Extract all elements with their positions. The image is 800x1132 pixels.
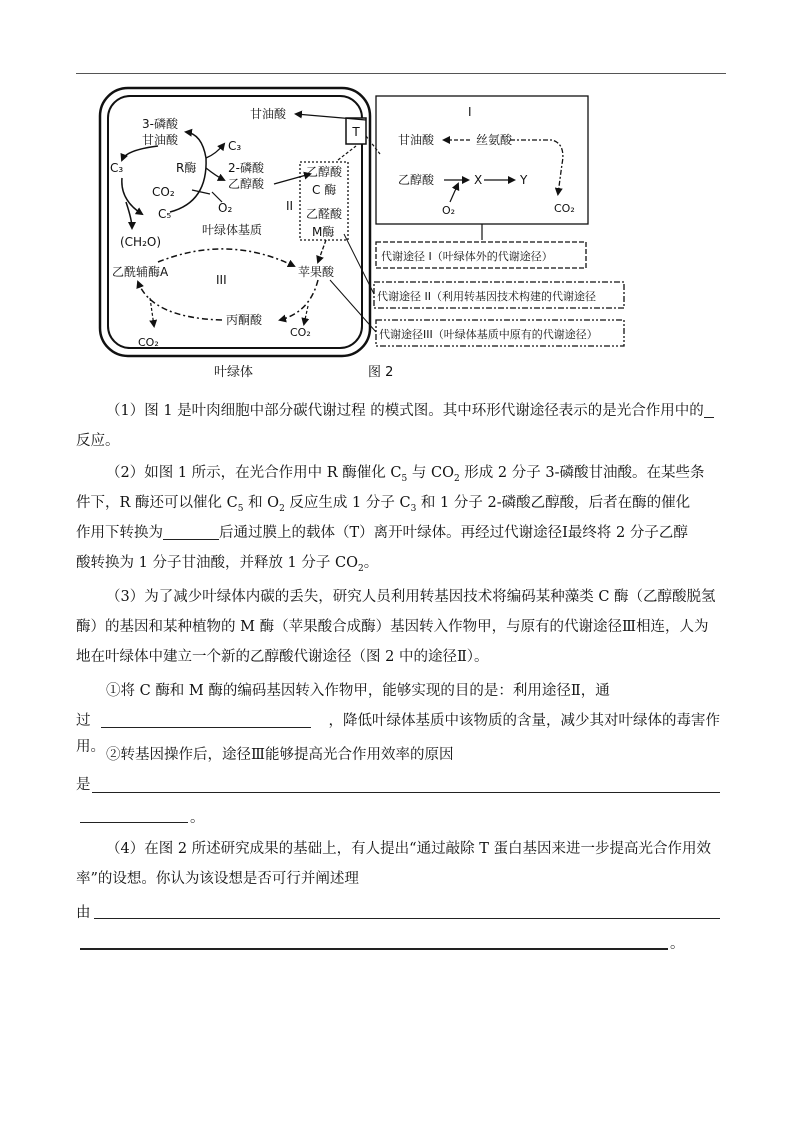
q1-blank[interactable] xyxy=(704,401,714,418)
pathway-II-roman: II xyxy=(286,199,294,213)
q1-text: （1）图 1 是叶肉细胞中部分碳代谢过程 的模式图。其中环形代谢途径表示的是光合作用中的 xyxy=(106,403,704,419)
q1-cont: 反应。 xyxy=(76,433,120,449)
q3-text: ，降低叶绿体基质中该物质的含量，减少其对叶绿体的毒害作用。 xyxy=(76,713,720,755)
q3-text: ①将 C 酶和 M 酶的编码基因转入作物甲，能够实现的目的是：利用途径Ⅱ，通 xyxy=(106,683,610,699)
q3-text: ②转基因操作后，途径Ⅲ能够提高光合作用效率的原因 xyxy=(106,747,454,763)
question-2-line-3 xyxy=(76,520,726,546)
q2-text: 与 CO xyxy=(407,465,454,481)
y-label: Y xyxy=(520,173,528,187)
q2-text: 形成 2 分子 3-磷酸甘油酸。在某些条 xyxy=(459,465,705,481)
question-1 xyxy=(76,398,726,424)
c5-label: C₅ xyxy=(158,207,172,221)
q3-answer-blank-1[interactable] xyxy=(101,711,311,728)
co2-pyruvate: CO₂ xyxy=(290,326,311,339)
glyoxylate-label: 乙醛酸 xyxy=(306,207,343,221)
q2-answer-blank[interactable] xyxy=(163,523,219,540)
q2-text: 。 xyxy=(363,555,379,571)
q2-text: 反应生成 1 分子 C xyxy=(284,495,411,511)
question-2-line-1 xyxy=(76,460,726,492)
phosphoglycerate-label: 3-磷酸 xyxy=(142,117,178,131)
q4-answer-line-1[interactable] xyxy=(94,918,720,919)
phosphoglycolate-label: 2-磷酸 xyxy=(228,161,264,175)
transporter-label: T xyxy=(352,125,360,139)
question-4-line-1 xyxy=(76,836,726,862)
question-4-line-2 xyxy=(76,866,726,892)
question-3-line-1 xyxy=(76,584,726,610)
pathway-I-roman: I xyxy=(468,105,472,119)
figure-caption: 图 2 xyxy=(368,365,394,380)
q2-text: 后通过膜上的载体（T）离开叶绿体。再经过代谢途径Ⅰ最终将 2 分子乙醇 xyxy=(219,525,688,541)
q2-text: 作用下转换为 xyxy=(76,525,163,541)
q3-text: 地在叶绿体中建立一个新的乙醇酸代谢途径（图 2 中的途径Ⅱ）。 xyxy=(76,649,489,665)
question-3-line-3 xyxy=(76,644,726,670)
q4-end-mark: 。 xyxy=(670,936,685,952)
chloroplast-label: 叶绿体 xyxy=(214,365,254,380)
header-rule xyxy=(76,73,726,74)
q2-sub: 2 xyxy=(357,563,364,574)
malate-label: 苹果酸 xyxy=(298,265,335,279)
question-3-sub-2 xyxy=(76,742,726,768)
q4-text: （4）在图 2 所述研究成果的基础上，有人提出“通过敲除 T 蛋白基因来进一步提高光合作用效 xyxy=(106,841,711,857)
q2-text: 酸转换为 1 分子甘油酸，并释放 1 分子 CO xyxy=(76,555,358,571)
legend-route-I: 代谢途径 I（叶绿体外的代谢途径） xyxy=(381,250,553,263)
q3-text: 过 xyxy=(76,713,91,729)
pathway-I-o2: O₂ xyxy=(442,204,456,217)
stroma-label: 叶绿体基质 xyxy=(202,223,263,237)
x-label: X xyxy=(474,173,483,187)
q3-text: 酶）的基因和某种植物的 M 酶（苹果酸合成酶）基因转入作物甲，与原有的代谢途径Ⅲ相连，人为 xyxy=(76,619,709,635)
o2-calvin: O₂ xyxy=(218,201,233,215)
q4-text: 率”的设想。你认为该设想是否可行并阐述理 xyxy=(76,871,359,887)
c3-right: C₃ xyxy=(228,139,242,153)
glycerate-top: 甘油酸 xyxy=(250,107,287,121)
question-3-line-2 xyxy=(76,614,726,640)
phosphoglycolate-label-2: 乙醇酸 xyxy=(228,177,265,191)
q2-text: 和 1 分子 2-磷酸乙醇酸，后者在酶的催化 xyxy=(416,495,691,511)
co2-calvin: CO₂ xyxy=(152,185,175,199)
figure-svg xyxy=(98,84,628,382)
phosphoglycerate-label-2: 甘油酸 xyxy=(142,133,179,147)
pathway-II-glycolate: 乙醇酸 xyxy=(306,165,343,179)
co2-acetyl: CO₂ xyxy=(138,336,159,349)
q2-text: （2）如图 1 所示，在光合作用中 R 酶催化 C xyxy=(106,465,402,481)
q2-sub: 5 xyxy=(237,503,244,514)
acetyl-coa-label: 乙酰辅酶A xyxy=(112,265,169,279)
q4-text: 由 xyxy=(76,905,91,921)
q3-answer-line-2[interactable] xyxy=(80,822,188,823)
ch2o-label: (CH₂O) xyxy=(120,235,162,249)
q2-sub: 2 xyxy=(279,503,285,514)
question-3-sub-2-cont xyxy=(76,772,726,798)
q3-answer-line-1[interactable] xyxy=(92,792,720,793)
q3-text: （3）为了减少叶绿体内碳的丢失，研究人员利用转基因技术将编码某种藻类 C 酶（乙醇酸脱氢 xyxy=(106,589,716,605)
pathway-I-glycolate: 乙醇酸 xyxy=(398,173,435,187)
pyruvate-label: 丙酮酸 xyxy=(226,313,263,327)
question-4-line-3 xyxy=(76,900,726,926)
legend-route-III: 代谢途径III（叶绿体基质中原有的代谢途径） xyxy=(379,328,598,341)
pathway-I-co2: CO₂ xyxy=(554,202,575,215)
question-1-cont xyxy=(76,428,726,454)
q4-answer-line-2[interactable] xyxy=(80,948,668,950)
q2-text: 和 O xyxy=(243,495,280,511)
q2-text: 件下，R 酶还可以催化 C xyxy=(76,495,238,511)
c-enzyme-label: C 酶 xyxy=(312,183,337,197)
q2-sub: 3 xyxy=(410,503,417,514)
m-enzyme-label: M酶 xyxy=(312,225,335,239)
pathway-I-glycerate: 甘油酸 xyxy=(398,133,435,147)
q2-sub: 5 xyxy=(401,473,408,484)
serine-label: 丝氨酸 xyxy=(476,133,513,147)
legend-route-II: 代谢途径 II（利用转基因技术构建的代谢途径 xyxy=(377,290,596,303)
q2-sub: 2 xyxy=(453,473,460,484)
question-2-line-4 xyxy=(76,550,726,582)
question-3-sub-1 xyxy=(76,678,726,704)
pathway-III-roman: III xyxy=(216,273,227,287)
r-enzyme-label: R酶 xyxy=(176,161,197,175)
metabolism-figure xyxy=(98,84,628,382)
q3-text: 是 xyxy=(76,777,91,793)
q3-end-mark: 。 xyxy=(190,810,205,826)
question-2-line-2 xyxy=(76,490,726,522)
c3-left: C₃ xyxy=(110,161,124,175)
